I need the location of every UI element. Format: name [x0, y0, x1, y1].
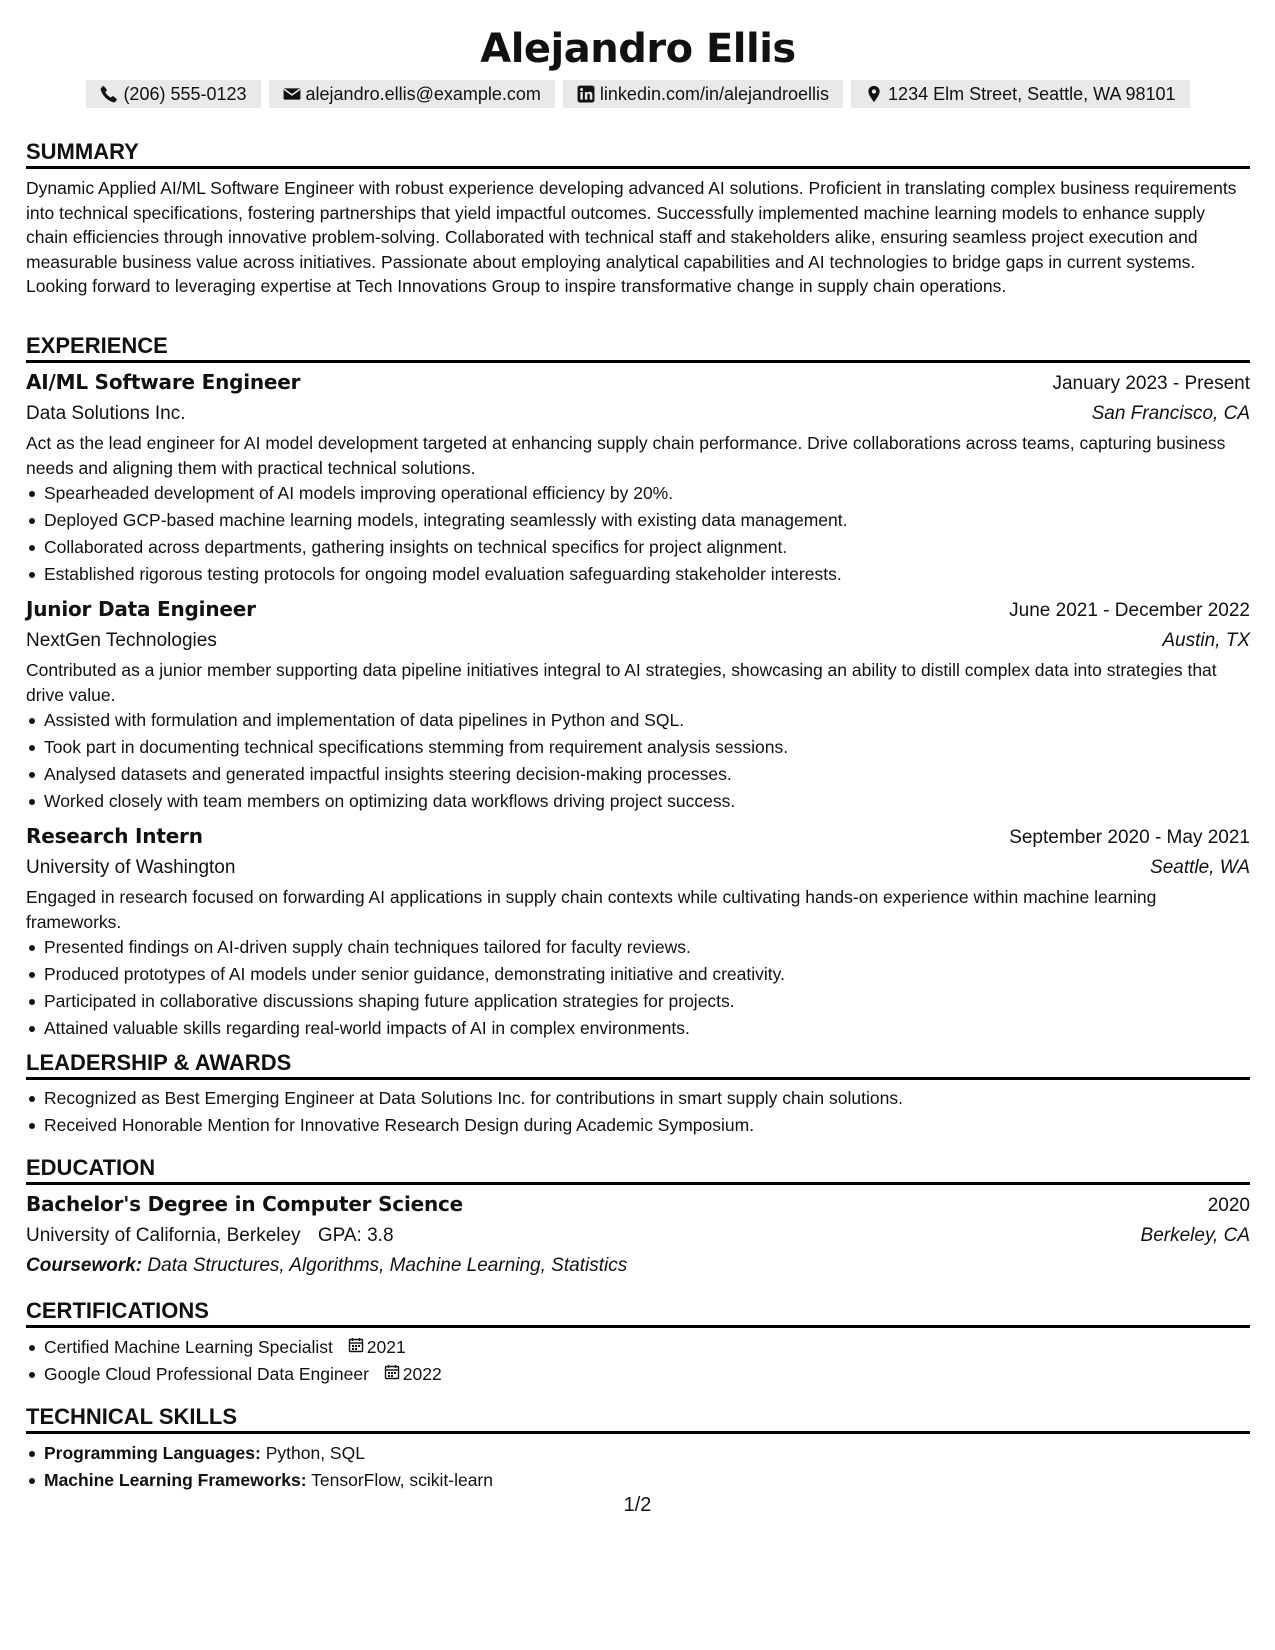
list-item: Worked closely with team members on optimizing data workflows driving project success. — [44, 788, 1250, 815]
school-location: Berkeley, CA — [1140, 1225, 1250, 1246]
certification-year-text: 2021 — [366, 1337, 406, 1357]
education-heading: EDUCATION — [26, 1154, 1250, 1185]
linkedin-icon — [577, 85, 595, 103]
coursework-label: Coursework: — [26, 1255, 143, 1276]
education-section — [26, 1154, 1250, 1281]
list-item: Spearheaded development of AI models improving operational efficiency by 20%. — [44, 480, 1250, 507]
job-bullets — [26, 707, 1250, 815]
job-subheader — [26, 853, 1250, 883]
contact-address — [851, 80, 1190, 108]
skills-heading: TECHNICAL SKILLS — [26, 1403, 1250, 1434]
phone-icon — [100, 85, 118, 103]
experience-heading: EXPERIENCE — [26, 332, 1250, 363]
job-location: San Francisco, CA — [1091, 403, 1250, 424]
job-entry — [26, 367, 1250, 588]
job-title: Junior Data Engineer — [26, 597, 256, 621]
calendar-icon — [384, 1361, 400, 1388]
coursework — [26, 1251, 1250, 1281]
certification-year — [348, 1334, 406, 1361]
skills-section — [26, 1403, 1250, 1494]
job-header — [26, 367, 1250, 399]
job-title: Research Intern — [26, 824, 203, 848]
skill-category: Programming Languages: — [44, 1443, 261, 1463]
school-info — [26, 1221, 394, 1251]
map-pin-icon — [865, 85, 883, 103]
certification-year — [384, 1361, 442, 1388]
job-header — [26, 594, 1250, 626]
certifications-section — [26, 1297, 1250, 1388]
education-subheader — [26, 1221, 1250, 1251]
coursework-list: Data Structures, Algorithms, Machine Learning, Statistics — [147, 1255, 628, 1276]
summary-text: Dynamic Applied AI/ML Software Engineer with robust experience developing advanced AI solutions. Proficient in translating complex business requirements into technical specifications, fostering partnerships that yield impactful outcomes. Successfully implemented machine learning models to enhance supply chain efficiencies through innovative problem-solving. Collaborated with technical staff and stakeholders alike, ensuring seamless project execution and measurable business value across initiatives. Passionate about employing analytical capabilities and AI technologies to bridge gaps in current systems. Looking forward to leveraging expertise at Tech Innovations Group to inspire transformative change in supply chain operations. — [26, 178, 1237, 296]
education-header — [26, 1189, 1250, 1221]
job-location: Seattle, WA — [1150, 857, 1250, 878]
contact-linkedin-text[interactable]: linkedin.com/in/alejandroellis — [599, 84, 830, 104]
list-item: Presented findings on AI-driven supply chain techniques tailored for faculty reviews. — [44, 934, 1250, 961]
job-date: January 2023 - Present — [1052, 373, 1250, 394]
contact-bar — [26, 80, 1250, 108]
job-title: AI/ML Software Engineer — [26, 370, 301, 394]
summary-section — [26, 138, 1250, 299]
list-item — [44, 1334, 1250, 1361]
degree-title: Bachelor's Degree in Computer Science — [26, 1192, 464, 1216]
job-entry — [26, 821, 1250, 1042]
school-name: University of California, Berkeley — [26, 1225, 301, 1246]
awards-list — [26, 1085, 1250, 1139]
job-organization: University of Washington — [26, 857, 236, 878]
list-item: Analysed datasets and generated impactful insights steering decision-making processes. — [44, 761, 1250, 788]
list-item: Assisted with formulation and implementation of data pipelines in Python and SQL. — [44, 707, 1250, 734]
list-item: Attained valuable skills regarding real-world impacts of AI in complex environments. — [44, 1015, 1250, 1042]
job-bullets — [26, 480, 1250, 588]
list-item: Established rigorous testing protocols for ongoing model evaluation safeguarding stakeholder interests. — [44, 561, 1250, 588]
list-item: Deployed GCP-based machine learning models, integrating seamlessly with existing data management. — [44, 507, 1250, 534]
skill-values: Python, SQL — [265, 1443, 365, 1463]
job-location: Austin, TX — [1162, 630, 1250, 651]
list-item: Took part in documenting technical specifications stemming from requirement analysis sessions. — [44, 734, 1250, 761]
awards-section — [26, 1049, 1250, 1139]
envelope-icon — [283, 85, 301, 103]
job-subheader — [26, 626, 1250, 656]
job-description: Contributed as a junior member supporting data pipeline initiatives integral to AI strategies, showcasing an ability to distill complex data into strategies that drive value. — [26, 660, 1217, 705]
job-header — [26, 821, 1250, 853]
job-organization: Data Solutions Inc. — [26, 403, 186, 424]
contact-email-text[interactable]: alejandro.ellis@example.com — [305, 84, 541, 104]
list-item: Received Honorable Mention for Innovative Research Design during Academic Symposium. — [44, 1112, 1250, 1139]
awards-heading: LEADERSHIP & AWARDS — [26, 1049, 1250, 1080]
job-entry — [26, 594, 1250, 815]
list-item: Collaborated across departments, gathering insights on technical specifics for project alignment. — [44, 534, 1250, 561]
certifications-heading: CERTIFICATIONS — [26, 1297, 1250, 1328]
job-description: Engaged in research focused on forwarding AI applications in supply chain contexts while cultivating hands-on experience within machine learning frameworks. — [26, 887, 1157, 932]
job-organization: NextGen Technologies — [26, 630, 217, 651]
experience-section — [26, 332, 1250, 1042]
certification-name: Certified Machine Learning Specialist — [44, 1337, 333, 1357]
certifications-list — [26, 1334, 1250, 1388]
contact-phone — [86, 80, 260, 108]
skill-values: TensorFlow, scikit-learn — [311, 1470, 493, 1490]
gpa: GPA: 3.8 — [317, 1225, 394, 1246]
candidate-name: Alejandro Ellis — [480, 26, 796, 72]
contact-linkedin[interactable] — [563, 80, 843, 108]
list-item — [44, 1440, 1250, 1467]
job-description: Act as the lead engineer for AI model development targeted at enhancing supply chain performance. Drive collaborations across teams, capturing business needs and aligning them with practical technical solutions. — [26, 433, 1226, 478]
job-bullets — [26, 934, 1250, 1042]
certification-year-text: 2022 — [402, 1364, 442, 1384]
job-date: September 2020 - May 2021 — [1009, 827, 1250, 848]
job-subheader — [26, 399, 1250, 429]
contact-email[interactable] — [269, 80, 555, 108]
summary-heading: SUMMARY — [26, 138, 1250, 169]
contact-address-text: 1234 Elm Street, Seattle, WA 98101 — [888, 84, 1176, 104]
skill-category: Machine Learning Frameworks: — [44, 1470, 307, 1490]
list-item — [44, 1361, 1250, 1388]
certification-name: Google Cloud Professional Data Engineer — [44, 1364, 369, 1384]
list-item: Recognized as Best Emerging Engineer at Data Solutions Inc. for contributions in smart supply chain solutions. — [44, 1085, 1250, 1112]
contact-phone-text: (206) 555-0123 — [123, 84, 247, 104]
list-item: Produced prototypes of AI models under senior guidance, demonstrating initiative and creativity. — [44, 961, 1250, 988]
job-date: June 2021 - December 2022 — [1009, 600, 1250, 621]
page-number: 1/2 — [623, 1494, 652, 1516]
calendar-icon — [348, 1334, 364, 1361]
list-item: Participated in collaborative discussions shaping future application strategies for projects. — [44, 988, 1250, 1015]
graduation-year: 2020 — [1207, 1195, 1250, 1216]
skills-list — [26, 1440, 1250, 1494]
